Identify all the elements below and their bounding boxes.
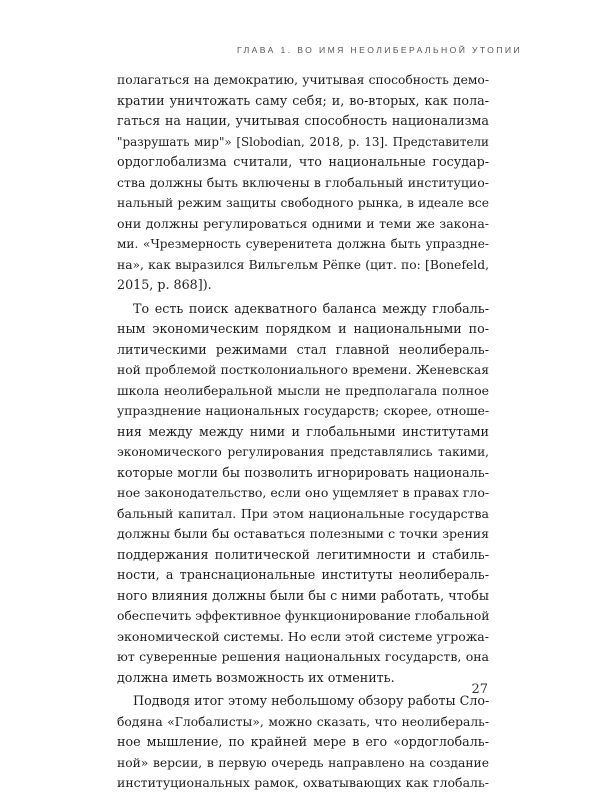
text-line: ной» версии, в первую очередь направлено на создание xyxy=(117,755,489,770)
text-line: ной проблемой постколониального времени. Женевская xyxy=(117,363,489,377)
text-line: То есть поиск адекватного баланса между глобаль- xyxy=(133,300,489,316)
text-line: ства должны быть включены в глобальный институцио- xyxy=(117,174,489,190)
text-line: которые могли бы позволить игнорировать националь- xyxy=(117,464,489,480)
text-line: ордоглобализма считали, что национальные государ- xyxy=(117,154,489,169)
text-line: гаться на нации, учитывая способность национализма xyxy=(117,113,489,128)
text-line: должна иметь возможность их отменить. xyxy=(117,669,395,685)
text-line: "разрушать мир"» [Slobodian, 2018, p. 13]. Представители xyxy=(117,134,489,149)
paragraph-1 xyxy=(117,70,489,296)
text-line: ности, а транснациональные институты неолибераль- xyxy=(117,567,489,582)
text-line: школа неолиберальной мысли не предполагала полное xyxy=(117,382,489,398)
text-line: полагаться на демократию, учитывая способность демо- xyxy=(117,73,489,87)
text-line: экономической системы. Но если этой системе угрожа- xyxy=(117,628,489,644)
text-line: ми. «Чрезмерность суверенитета должна быть упраздне- xyxy=(117,237,489,251)
text-line: бальный капитал. При этом национальные государства xyxy=(117,505,489,521)
text-line: бодяна «Глобалисты», можно сказать, что неолибераль- xyxy=(117,714,489,729)
text-line: 2015, p. 868]). xyxy=(117,277,212,292)
paragraph-2 xyxy=(117,299,489,689)
text-line: ют суверенные решения национальных государств, она xyxy=(117,649,489,664)
text-line: кратии уничтожать саму себя; и, во-вторых, как пола- xyxy=(117,92,489,108)
text-line: должны были бы оставаться полезными с точки зрения xyxy=(117,526,489,541)
paragraph-3 xyxy=(117,691,489,794)
text-line: поддержания политической легитимности и стабиль- xyxy=(117,546,489,562)
text-line: экономического регулирования представлялись такими, xyxy=(117,445,489,459)
text-line: нальный режим защиты свободного рынка, в идеале все xyxy=(117,196,489,210)
text-line: они должны регулироваться одними и теми же законa- xyxy=(117,215,489,231)
text-line: ного влияния должны были бы с ними работать, чтобы xyxy=(117,587,489,603)
text-line: ным экономическим порядком и национальными по- xyxy=(117,321,489,336)
text-line: обеспечить эффективное функционирование глобальной xyxy=(117,609,490,623)
running-header: ГЛАВА 1. ВО ИМЯ НЕОЛИБЕРАЛЬНОЙ УТОПИИ xyxy=(237,45,522,55)
text-line: ное законодательство, если оно ущемляет в правах гло- xyxy=(117,485,490,500)
body-text xyxy=(117,70,489,794)
text-line: институциональных рамок, охватывающих как глобаль- xyxy=(117,775,489,790)
text-line: литическими режимами стал главной неолибераль- xyxy=(117,341,489,357)
text-line: ное мышление, по крайней мере в его «ордоглобаль- xyxy=(117,734,489,749)
text-line: на», как выразился Вильгельм Рёпке (цит. по: [Bonefeld, xyxy=(117,257,489,272)
text-line: ния между между ними и глобальными институтами xyxy=(117,423,489,439)
text-line: упразднение национальных государств; скорее, отноше- xyxy=(117,404,489,418)
page-number: 27 xyxy=(471,682,488,697)
text-line: Подводя итог этому небольшому обзору работы Сло- xyxy=(133,693,490,708)
